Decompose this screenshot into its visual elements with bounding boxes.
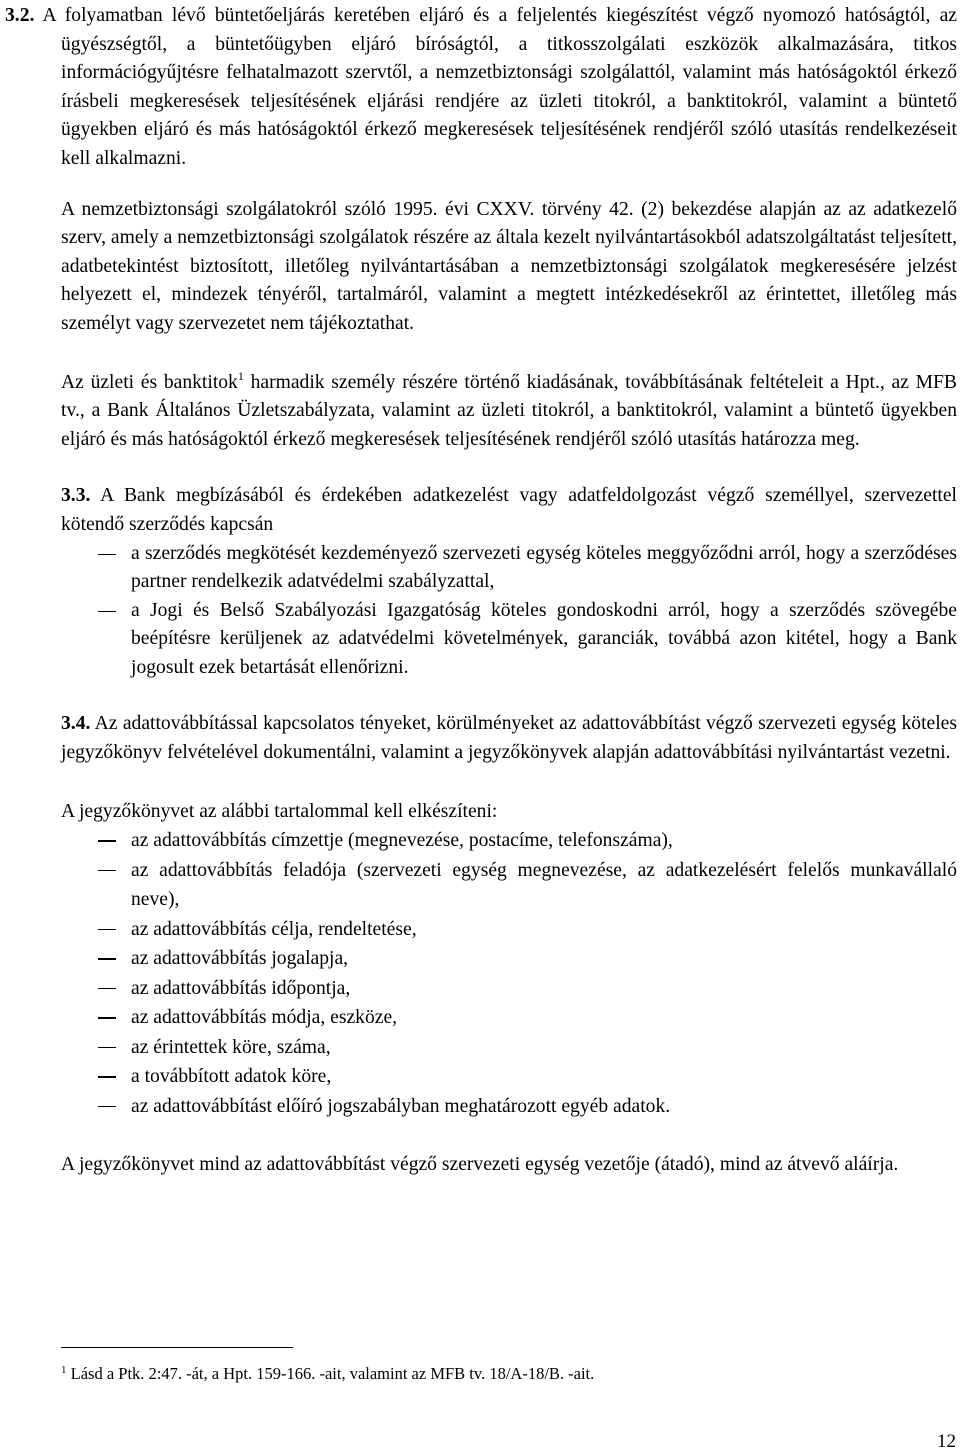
banktitok-paragraph <box>61 369 957 455</box>
footnote-divider <box>61 1347 293 1348</box>
list-item: az adattovábbítás célja, rendeltetése, <box>61 915 957 945</box>
footnote <box>61 1364 960 1384</box>
list-item: a szerződés megkötését kezdeményező szervezeti egység köteles meggyőződni arról, hogy a szerződéses partner rendelkezik adatvédelmi szabályzattal, <box>61 540 957 597</box>
section-3-3-paragraph <box>61 482 957 539</box>
list-item: az adattovábbítás feladója (szervezeti egység megnevezése, az adatkezelésért felelős munkavállaló neve), <box>61 856 957 915</box>
section-3-2-paragraph <box>5 2 957 174</box>
footnote-text: Lásd a Ptk. 2:47. -át, a Hpt. 159-166. -ait, valamint az MFB tv. 18/A-18/B. -ait. <box>66 1364 595 1383</box>
paragraph-text: A folyamatban lévő büntetőeljárás keretében eljáró és a feljelentés kiegészítést végző nyomozó hatóságtól, az ügyészségtől, a büntetőügyben eljáró bíróságtól, a titkosszolgálati eszközök alkalmazására, titkos információgyűjtésre felhatalmazott szervtől, a nemzetbiztonsági szolgálattól, valamint más hatóságoktól érkező írásbeli megkeresések teljesítésének eljárási rendjére az üzleti titokról, a banktitokról, valamint a büntető ügyekben eljáró és más hatóságoktól érkező megkeresések teljesítésének rendjéről szóló utasítás rendelkezéseit kell alkalmazni. <box>42 5 957 169</box>
list-item: a Jogi és Belső Szabályozási Igazgatóság köteles gondoskodni arról, hogy a szerződés szövegébe beépítésre kerüljenek az adatvédelmi követelmények, garanciák, továbbá azon kitétel, hogy a Bank jogosult ezek betartását ellenőrizni. <box>61 597 957 683</box>
paragraph-text: Az üzleti és banktitok <box>61 371 238 393</box>
list-item: az érintettek köre, száma, <box>61 1033 957 1063</box>
list-item: a továbbított adatok köre, <box>61 1062 957 1092</box>
list-item: az adattovábbítás időpontja, <box>61 974 957 1004</box>
section-number: 3.3. <box>61 485 91 507</box>
section-number: 3.4. <box>61 713 91 735</box>
paragraph-text: A Bank megbízásából és érdekében adatkezelést vagy adatfeldolgozást végző személlyel, szervezettel kötendő szerződés kapcsán <box>61 485 957 535</box>
section-3-3-list <box>61 540 957 683</box>
list-item: az adattovábbítást előíró jogszabályban meghatározott egyéb adatok. <box>61 1092 957 1122</box>
footnote-marker: 1 <box>61 1364 67 1376</box>
closing-paragraph: A jegyzőkönyvet mind az adattovábbítást végző szervezeti egység vezetője (átadó), mind az átvevő aláírja. <box>61 1154 899 1176</box>
page-number: 12 <box>937 1431 956 1452</box>
jegyzokonyv-intro: A jegyzőkönyvet az alábbi tartalommal kell elkészíteni: <box>61 800 498 822</box>
paragraph-text: harmadik személy részére történő kiadásának, továbbításának feltételeit a Hpt., az MFB tv., a Bank Általános Üzletszabályzata, valamint az üzleti titokról, a banktitokról, valamint a büntető ügyekben eljáró és más hatóságoktól érkező megkeresések teljesítésének rendjéről szóló utasítás határozza meg. <box>61 371 957 450</box>
section-3-4-paragraph <box>61 710 957 767</box>
nemzetbiztonsagi-paragraph: A nemzetbiztonsági szolgálatokról szóló 1995. évi CXXV. törvény 42. (2) bekezdése alapján az az adatkezelő szerv, amely a nemzetbiztonsági szolgálatok részére az általa kezelt nyilvántartásokból adatszolgáltatást teljesített, adatbetekintést biztosított, illetőleg nyilvántartásában a nemzetbiztonsági szolgálatok megkeresésére jelzést helyezett el, mindezek tényéről, tartalmáról, valamint a megtett intézkedésekről az érintettet, illetőleg más személyt vagy szervezetet nem tájékoztathat. <box>61 198 957 334</box>
list-item: az adattovábbítás jogalapja, <box>61 944 957 974</box>
document-page <box>5 0 957 1383</box>
paragraph-text: Az adattovábbítással kapcsolatos tényeket, körülményeket az adattovábbítást végző szervezeti egység köteles jegyzőkönyv felvételével dokumentálni, valamint a jegyzőkönyvek alapján adattovábbítási nyilvántartást vezetni. <box>61 713 957 764</box>
jegyzokonyv-content-list <box>61 826 957 1121</box>
list-item: az adattovábbítás módja, eszköze, <box>61 1003 957 1033</box>
footnote-ref[interactable]: 1 <box>237 368 244 383</box>
list-item: az adattovábbítás címzettje (megnevezése, postacíme, telefonszáma), <box>61 826 957 856</box>
section-number: 3.2. <box>5 5 35 26</box>
